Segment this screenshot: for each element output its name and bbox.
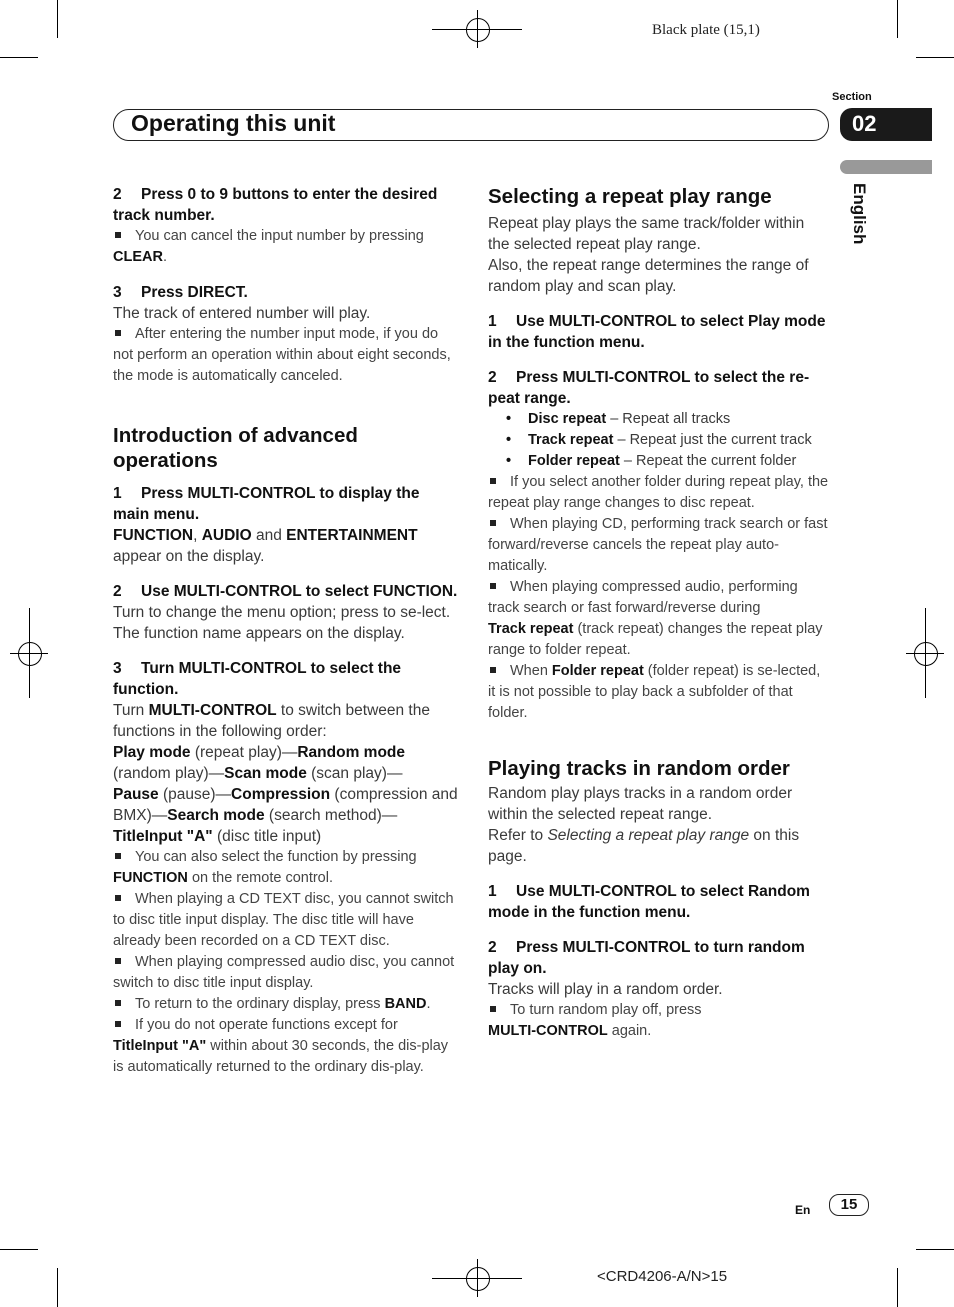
crop-mark xyxy=(916,1249,954,1250)
step-heading: 2 Press MULTI-CONTROL to select the re-peat range. xyxy=(488,369,810,407)
right-column xyxy=(488,184,830,1042)
step-heading: 2 Press MULTI-CONTROL to turn random play on. xyxy=(488,939,805,977)
section-badge xyxy=(840,108,932,141)
step-heading: 3 Turn MULTI-CONTROL to select the function. xyxy=(113,660,402,698)
bullet-item: • Folder repeat – Repeat the current folder xyxy=(506,453,797,469)
note: After entering the number input mode, if you do not perform an operation within about eight seconds, the mode is automatically canceled. xyxy=(113,326,451,384)
crop-mark xyxy=(57,0,58,38)
note: When playing a CD TEXT disc, you cannot switch to disc title input display. The disc title will have already been recorded on a CD TEXT disc. xyxy=(113,891,454,949)
note: If you do not operate functions except for TitleInput "A" within about 30 seconds, the dis-play is automatically returned to the ordinary dis-play. xyxy=(113,1017,449,1075)
step-heading: 2 Use MULTI-CONTROL to select FUNCTION. xyxy=(113,583,458,600)
page-title: Operating this unit xyxy=(131,110,336,136)
section-number: 02 xyxy=(852,111,877,136)
note: When playing CD, performing track search or fast forward/reverse cancels the repeat play auto-matically. xyxy=(488,516,828,574)
crop-mark xyxy=(897,0,898,38)
step-heading: 1 Use MULTI-CONTROL to select Random mode in the function menu. xyxy=(488,883,810,921)
section-label: Section xyxy=(832,91,872,103)
note: When Folder repeat (folder repeat) is se-lected, it is not possible to play back a subfolder of that folder. xyxy=(488,663,821,721)
language-tab: English xyxy=(850,183,869,245)
section-heading: Playing tracks in random order xyxy=(488,757,790,780)
body-text: Repeat play plays the same track/folder within the selected repeat play range. xyxy=(488,215,805,253)
section-heading: Selecting a repeat play range xyxy=(488,185,772,208)
body-text: The function name appears on the display. xyxy=(113,625,405,642)
function-order: Play mode (repeat play)—Random mode (random play)—Scan mode (scan play)— Pause (pause)—Compression (compression and BMX)—Search mode (search method)— TitleInput "A" (disc title input) xyxy=(113,744,458,845)
crop-mark xyxy=(0,57,38,58)
body-text: Also, the repeat range determines the range of random play and scan play. xyxy=(488,257,809,295)
bullet-item: • Track repeat – Repeat just the current track xyxy=(506,432,812,448)
step-heading: 1 Use MULTI-CONTROL to select Play mode in the function menu. xyxy=(488,313,826,351)
crop-mark xyxy=(916,57,954,58)
note: To turn random play off, press MULTI-CONTROL again. xyxy=(488,1002,702,1039)
bullet-item: • Disc repeat – Repeat all tracks xyxy=(506,411,731,427)
body-text: Random play plays tracks in a random order within the selected repeat range. xyxy=(488,785,793,823)
crop-mark xyxy=(0,1249,38,1250)
crop-mark xyxy=(57,1268,58,1307)
step-heading: 2 Press 0 to 9 buttons to enter the desired track number. xyxy=(113,186,438,224)
body-text: Refer to Selecting a repeat play range on this page. xyxy=(488,827,800,865)
section-heading: Introduction of advanced operations xyxy=(113,424,358,472)
footer-language: En xyxy=(795,1203,811,1217)
page-number: 15 xyxy=(829,1194,869,1216)
doc-code: <CRD4206-A/N>15 xyxy=(597,1268,728,1285)
body-text: Tracks will play in a random order. xyxy=(488,981,723,998)
body-text: Turn to change the menu option; press to se-lect. xyxy=(113,604,451,621)
note: When playing compressed audio, performing track search or fast forward/reverse during Track repeat (track repeat) changes the repeat play range to folder repeat. xyxy=(488,579,823,658)
note: To return to the ordinary display, press BAND. xyxy=(113,994,458,1015)
body-text: Turn MULTI-CONTROL to switch between the functions in the following order: xyxy=(113,702,430,740)
note: You can also select the function by pressing FUNCTION on the remote control. xyxy=(113,849,417,886)
body-text: FUNCTION, AUDIO and ENTERTAINMENT appear on the display. xyxy=(113,527,418,565)
note: You can cancel the input number by pressing CLEAR. xyxy=(113,228,424,265)
note: When playing compressed audio disc, you cannot switch to disc title input display. xyxy=(113,954,455,991)
step-heading: 3 Press DIRECT. xyxy=(113,284,248,301)
body-text: The track of entered number will play. xyxy=(113,305,371,322)
step-heading: 1 Press MULTI-CONTROL to display the main menu. xyxy=(113,485,420,523)
note: If you select another folder during repeat play, the repeat play range changes to disc repeat. xyxy=(488,474,829,511)
plate-label: Black plate (15,1) xyxy=(652,22,760,38)
left-column xyxy=(113,184,458,1078)
language-tab-bar xyxy=(840,160,932,174)
crop-mark xyxy=(897,1268,898,1307)
